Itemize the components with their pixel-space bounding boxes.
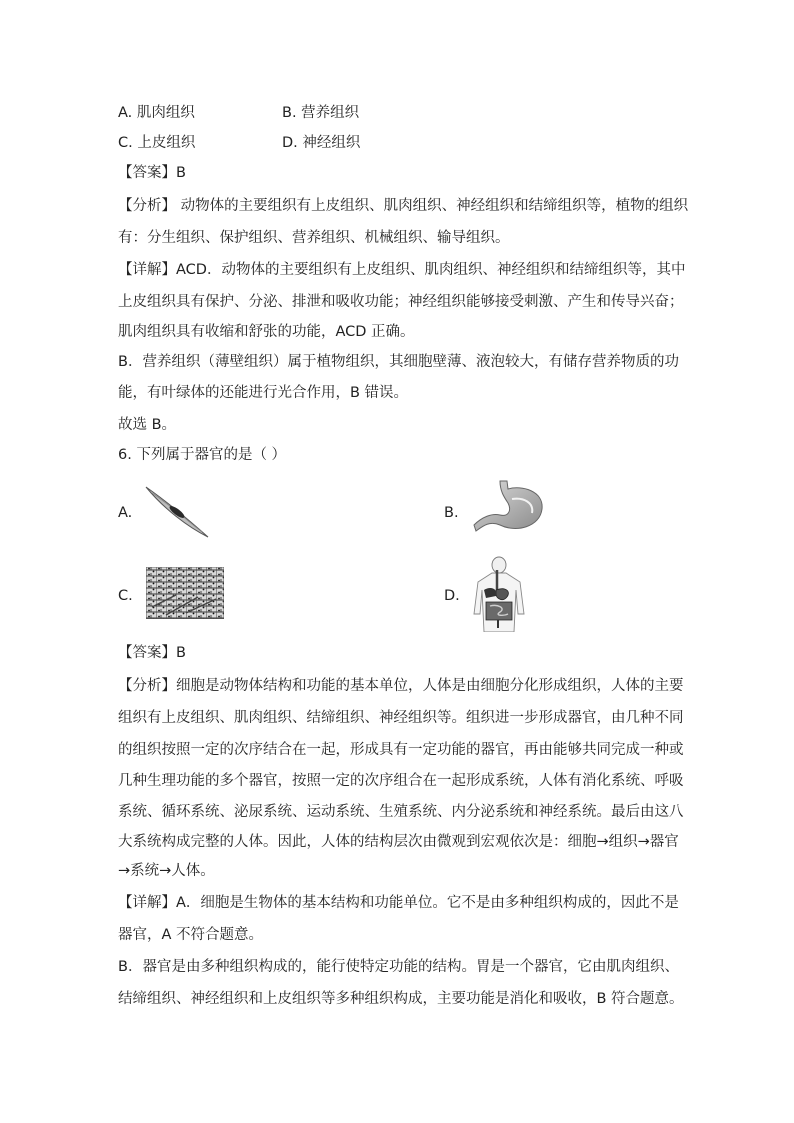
q6-analysis-line: 的组织按照一定的次序结合在一起，形成具有一定功能的器官，再由能够共同完成一种或 bbox=[118, 742, 684, 758]
option-a: A. 肌肉组织 bbox=[118, 105, 195, 121]
q6-question: 6. 下列属于器官的是（ ） bbox=[118, 447, 287, 463]
q5-detail-line: B．营养组织（薄壁组织）属于植物组织，其细胞壁薄、液泡较大，有储存营养物质的功 bbox=[118, 354, 679, 370]
tissue-image bbox=[146, 567, 224, 619]
q5-detail-line: 【详解】ACD．动物体的主要组织有上皮组织、肌肉组织、神经组织和结缔组织等，其中 bbox=[118, 262, 686, 278]
q6-analysis-line: 组织有上皮组织、肌肉组织、结缔组织、神经组织等。组织进一步形成器官，由几种不同 bbox=[118, 710, 684, 726]
q5-answer: 【答案】B bbox=[118, 165, 186, 181]
option-c: C. 上皮组织 bbox=[118, 135, 196, 151]
q5-detail-line: 肌肉组织具有收缩和舒张的功能，ACD 正确。 bbox=[118, 324, 415, 340]
stomach-image bbox=[472, 479, 548, 537]
q6-analysis-line: 大系统构成完整的人体。因此，人体的结构层次由微观到宏观依次是：细胞→组织→器官 bbox=[118, 834, 679, 850]
muscle-cell-image bbox=[142, 483, 212, 541]
q6-detail-line: 器官，A 不符合题意。 bbox=[118, 927, 264, 943]
option-c-label: C. bbox=[118, 588, 133, 604]
q5-detail-line: 故选 B。 bbox=[118, 417, 177, 433]
q6-detail-line: B．器官是由多种组织构成的，能行使特定功能的结构。胃是一个器官，它由肌肉组织、 bbox=[118, 959, 679, 975]
q6-answer: 【答案】B bbox=[118, 645, 186, 661]
option-b: B. 营养组织 bbox=[282, 105, 360, 121]
q5-analysis-line: 有：分生组织、保护组织、营养组织、机械组织、输导组织。 bbox=[118, 230, 510, 246]
q5-analysis-line: 【分析】 动物体的主要组织有上皮组织、肌肉组织、神经组织和结缔组织等，植物的组织 bbox=[118, 198, 689, 214]
q6-analysis-line: 系统、循环系统、泌尿系统、运动系统、生殖系统、内分泌系统和神经系统。最后由这八 bbox=[118, 804, 684, 820]
q6-detail-line: 结缔组织、神经组织和上皮组织等多种组织构成，主要功能是消化和吸收，B 符合题意。 bbox=[118, 991, 684, 1007]
option-b-label: B. bbox=[444, 505, 459, 521]
q6-analysis-line: 几种生理功能的多个器官，按照一定的次序组合在一起形成系统，人体有消化系统、呼吸 bbox=[118, 773, 684, 789]
q6-analysis-line: 【分析】细胞是动物体结构和功能的基本单位，人体是由细胞分化形成组织，人体的主要 bbox=[118, 678, 684, 694]
q6-analysis-line: →系统→人体。 bbox=[118, 863, 215, 879]
option-d: D. 神经组织 bbox=[282, 135, 361, 151]
q5-detail-line: 能，有叶绿体的还能进行光合作用，B 错误。 bbox=[118, 385, 409, 401]
option-a-label: A. bbox=[118, 505, 133, 521]
digestive-system-image bbox=[470, 556, 528, 632]
q5-detail-line: 上皮组织具有保护、分泌、排泄和吸收功能；神经组织能够接受刺激、产生和传导兴奋； bbox=[118, 294, 684, 310]
q6-detail-line: 【详解】A．细胞是生物体的基本结构和功能单位。它不是由多种组织构成的，因此不是 bbox=[118, 895, 679, 911]
option-d-label: D. bbox=[444, 588, 460, 604]
